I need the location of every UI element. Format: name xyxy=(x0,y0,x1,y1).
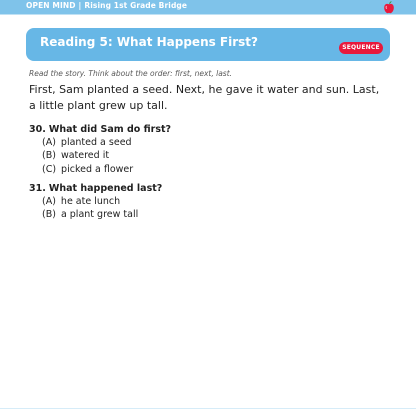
option-text: picked a flower xyxy=(61,164,134,175)
footer-rule xyxy=(0,408,416,409)
instructions-text: Read the story. Think about the order: first, next, last. xyxy=(29,69,233,78)
question-31 xyxy=(29,183,162,194)
option-text: he ate lunch xyxy=(60,196,121,207)
question-30 xyxy=(29,124,171,135)
question-text: What happened last? xyxy=(48,183,163,194)
option-letter: (B) xyxy=(42,209,56,220)
header-underline xyxy=(0,14,416,15)
option-letter: (A) xyxy=(42,196,56,207)
option-text: watered it xyxy=(60,150,110,161)
question-number: 30. xyxy=(29,124,46,135)
question-31-option-a[interactable] xyxy=(42,196,120,207)
header-course: Rising 1st Grade Bridge xyxy=(84,1,188,10)
question-31-option-b[interactable] xyxy=(42,209,138,220)
option-letter: (A) xyxy=(42,137,56,148)
title-card xyxy=(26,28,390,61)
question-30-option-a[interactable] xyxy=(42,137,132,148)
question-text: What did Sam do first? xyxy=(48,124,172,135)
sequence-badge: SEQUENCE xyxy=(339,42,383,54)
header-bar xyxy=(0,0,416,14)
option-letter: (B) xyxy=(42,150,56,161)
header-text xyxy=(26,1,187,10)
story-text: First, Sam planted a seed. Next, he gave it water and sun. Last, a little plant grew up tall. xyxy=(29,83,380,112)
question-30-option-b[interactable] xyxy=(42,150,109,161)
header-separator: | xyxy=(78,1,82,10)
page-title: Reading 5: What Happens First? xyxy=(40,35,258,49)
question-number: 31. xyxy=(29,183,46,194)
option-letter: (C) xyxy=(42,164,57,175)
header-brand: OPEN MIND xyxy=(26,1,76,10)
apple-icon xyxy=(383,0,395,14)
option-text: planted a seed xyxy=(60,137,132,148)
question-30-option-c[interactable] xyxy=(42,164,133,175)
option-text: a plant grew tall xyxy=(60,209,139,220)
